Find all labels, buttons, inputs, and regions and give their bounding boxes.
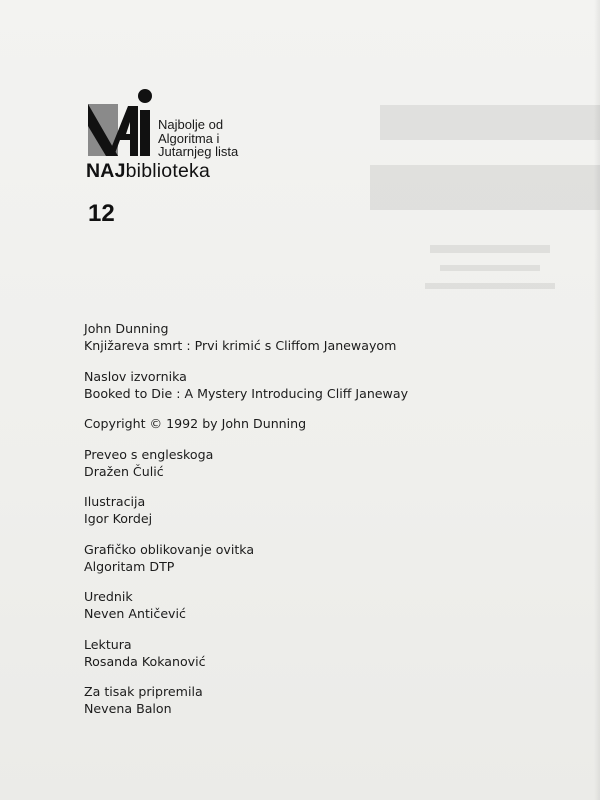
- credit-label: Lektura: [84, 636, 132, 652]
- credit-value: Algoritam DTP: [84, 558, 175, 574]
- credit-original-title: [84, 368, 564, 402]
- credit-label: Naslov izvornika: [84, 368, 187, 384]
- credit-author: [84, 320, 564, 354]
- series-number: 12: [88, 200, 115, 227]
- tagline-line-2: Algoritma i: [158, 130, 220, 146]
- credit-value: Knjižareva smrt : Prvi krimić s Cliffom Janewayom: [84, 338, 397, 353]
- credit-label: Grafičko oblikovanje ovitka: [84, 541, 255, 557]
- credit-label: John Dunning: [84, 321, 169, 336]
- credit-label: Za tisak pripremila: [84, 684, 203, 699]
- credit-label: Ilustracija: [84, 494, 146, 509]
- credit-proofreading: [84, 636, 564, 670]
- brand-suffix: biblioteka: [125, 160, 211, 182]
- credit-copyright: [84, 415, 564, 432]
- tagline-line-1: Najbolje od: [158, 117, 224, 132]
- credits-list: [84, 320, 564, 731]
- credit-value: Dražen Čulić: [84, 463, 164, 479]
- bleed-through-icon: [370, 95, 600, 325]
- page-edge-shadow: [594, 0, 600, 800]
- credit-value: Neven Antičević: [84, 606, 186, 621]
- credit-value: Booked to Die : A Mystery Introducing Cliff Janeway: [84, 385, 409, 401]
- credit-editor: [84, 588, 564, 622]
- credit-value: Rosanda Kokanović: [84, 653, 206, 669]
- credit-label: Copyright © 1992 by John Dunning: [84, 416, 307, 431]
- credit-translator: [84, 446, 564, 480]
- credit-label: Urednik: [84, 589, 133, 604]
- credit-value: Nevena Balon: [84, 701, 172, 716]
- credit-value: Igor Kordej: [84, 511, 153, 526]
- credit-label: Preveo s engleskoga: [84, 446, 214, 462]
- credit-illustration: [84, 493, 564, 527]
- naj-logo-icon: [86, 88, 156, 156]
- tagline-line-3: Jutarnjeg lista: [158, 144, 239, 159]
- credit-prepress: [84, 683, 564, 717]
- series-tagline: [158, 118, 238, 159]
- credit-cover-design: [84, 541, 564, 575]
- brand-prefix: NAJ: [86, 160, 126, 182]
- series-brand: [86, 160, 210, 183]
